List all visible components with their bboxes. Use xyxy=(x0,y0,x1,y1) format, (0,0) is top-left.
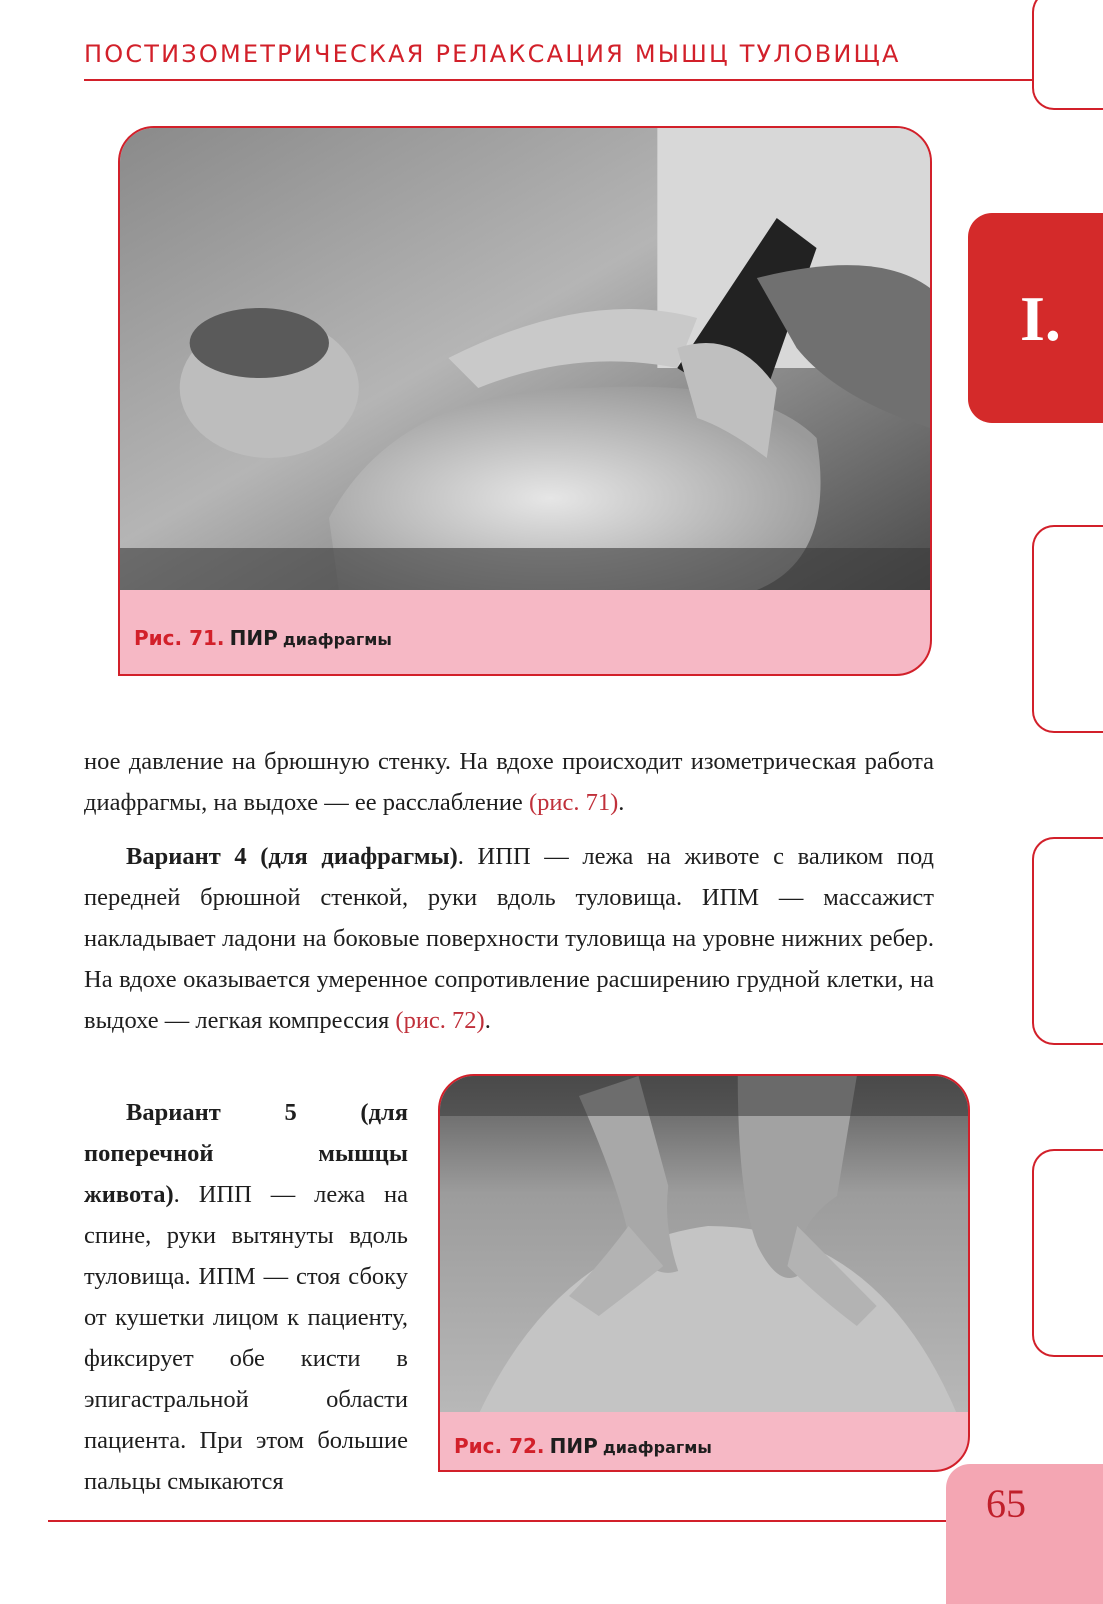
side-tab-4 xyxy=(1032,837,1103,1045)
figure-72-number: Рис. 72. xyxy=(454,1434,545,1458)
figure-72-reference: (рис. 72) xyxy=(395,1007,485,1034)
page-number: 65 xyxy=(986,1481,1026,1526)
side-tab-5 xyxy=(1032,1149,1103,1357)
figure-71-title: ПИР xyxy=(229,626,278,650)
figure-72 xyxy=(438,1074,970,1472)
figure-72-photo xyxy=(440,1076,968,1412)
figure-72-caption xyxy=(454,1434,712,1458)
paragraph-1-end: . xyxy=(618,789,625,816)
paragraph-variant-5 xyxy=(84,1092,408,1502)
figure-71-photo xyxy=(120,128,930,590)
side-tab-3 xyxy=(1032,525,1103,733)
figure-71-reference: (рис. 71) xyxy=(528,789,619,816)
side-tab-active-label: I. xyxy=(1020,283,1061,354)
variant-4-text: . ИПП — лежа на животе с валиком под передней брюшной стенкой, руки вдоль туловища. ИПМ — массажист накладывает ладони на боковые поверхности туловища на уровне нижних ребер. На вдохе оказывается умеренное сопротивление расширению грудной клетки, на выдохе — легкая компрессия xyxy=(84,843,934,1034)
footer-rule xyxy=(48,1520,948,1522)
variant-4-heading: Вариант 4 (для диафрагмы) xyxy=(126,843,458,870)
figure-71 xyxy=(118,126,932,676)
running-header: ПОСТИЗОМЕТРИЧЕСКАЯ РЕЛАКСАЦИЯ МЫШЦ ТУЛОВИЩА xyxy=(84,40,901,68)
figure-71-caption xyxy=(134,626,392,650)
side-tab-1 xyxy=(1032,0,1103,110)
figure-71-number: Рис. 71. xyxy=(134,626,225,650)
figure-72-title: ПИР xyxy=(549,1434,598,1458)
header-rule xyxy=(84,79,1032,81)
paragraph-1 xyxy=(84,741,934,823)
variant-5-heading: Вариант 5 (для поперечной мышцы живота) xyxy=(84,1099,408,1208)
paragraph-1-text: ное давление на брюшную стенку. На вдохе происходит изометрическая работа диафрагмы, на выдохе — ее расслабление xyxy=(84,748,934,816)
figure-72-subtitle: диафрагмы xyxy=(602,1438,712,1457)
variant-4-end: . xyxy=(484,1007,491,1034)
variant-5-text: . ИПП — лежа на спине, руки вытянуты вдоль туловища. ИПМ — стоя сбоку от кушетки лицом к пациенту, фиксирует обе кисти в эпигастральной области пациента. При этом большие пальцы смыкаются xyxy=(84,1181,408,1495)
paragraph-variant-4 xyxy=(84,836,934,1041)
figure-71-subtitle: диафрагмы xyxy=(282,630,392,649)
